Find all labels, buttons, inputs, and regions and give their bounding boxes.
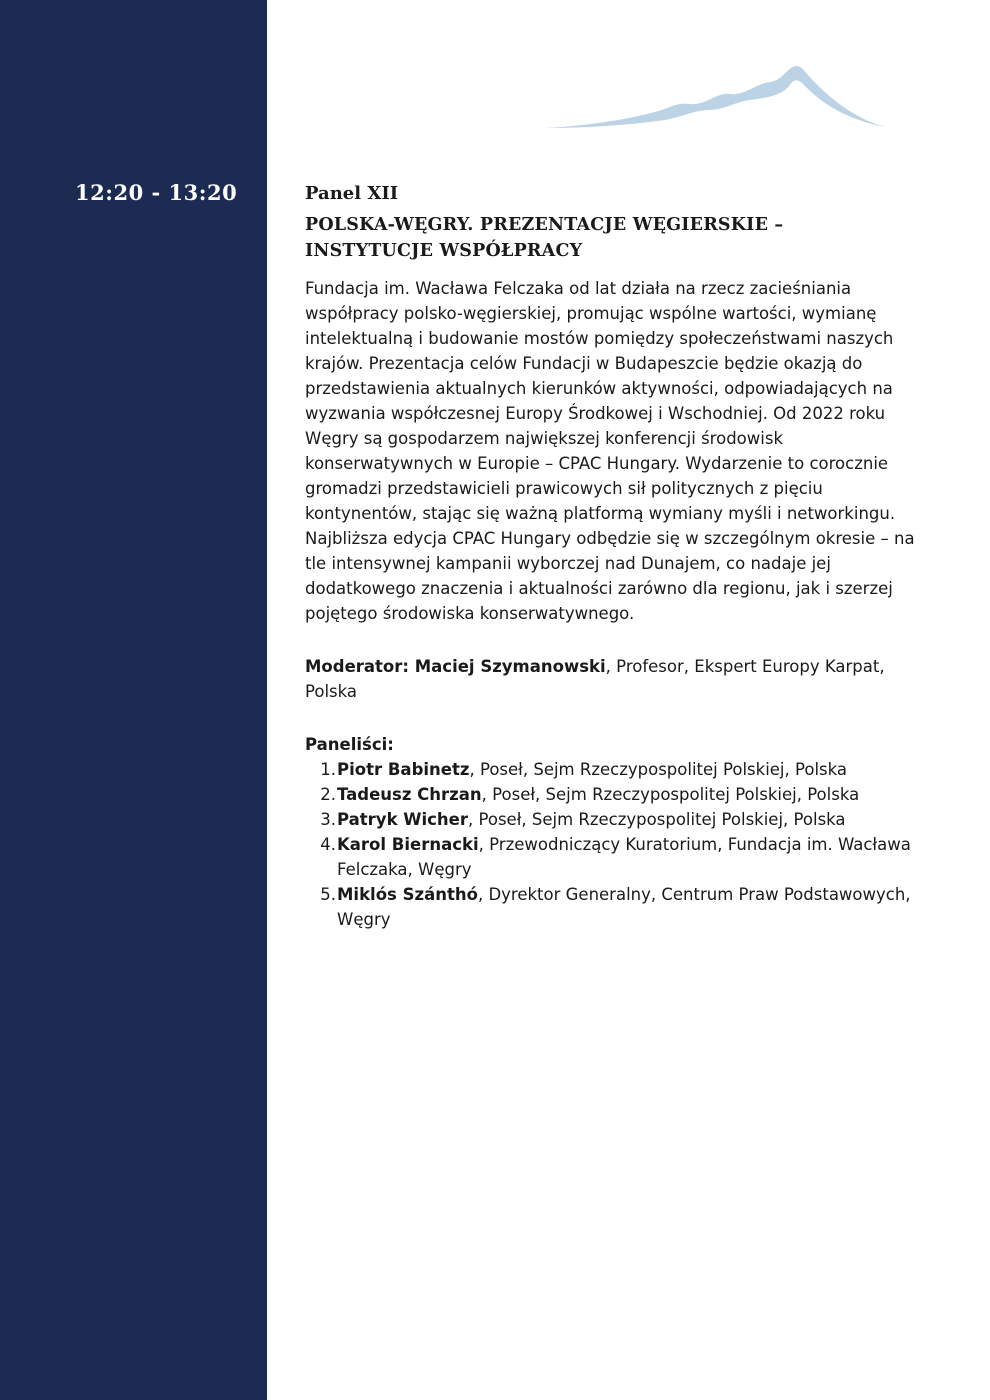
- panelists-heading: Paneliści:: [305, 735, 394, 754]
- list-number: 1.: [320, 760, 336, 779]
- panelist-details: , Przewodniczący Kuratorium, Fundacja im. Wacława Felczaka, Węgry: [337, 835, 911, 879]
- list-item: [305, 882, 930, 932]
- list-number: 2.: [320, 785, 336, 804]
- panelists-list: [305, 757, 930, 932]
- panelist-name: Karol Biernacki: [337, 835, 479, 854]
- list-number: 5.: [320, 885, 336, 904]
- moderator-details: , Profesor, Ekspert Europy Karpat, Polska: [305, 657, 885, 701]
- panelist-name: Patryk Wicher: [337, 810, 468, 829]
- panel-number: Panel XII: [305, 183, 399, 204]
- panelist-name: Tadeusz Chrzan: [337, 785, 482, 804]
- moderator-label: Moderator: Maciej Szymanowski: [305, 657, 606, 676]
- list-number: 3.: [320, 810, 336, 829]
- list-item: [305, 832, 930, 882]
- panel-description: Fundacja im. Wacława Felczaka od lat działa na rzecz zacieśniania współpracy polsko-węgierskiej, promując wspólne wartości, wymianę intelektualną i budowanie mostów pomiędzy społeczeństwami naszych krajów. Prezentacja celów Fundacji w Budapeszcie będzie okazją do przedstawienia aktualnych kierunków aktywności, odpowiadających na wyzwania współczesnej Europy Środkowej i Wschodniej. Od 2022 roku Węgry są gospodarzem największej konferencji środowisk konserwatywnych w Europie – CPAC Hungary. Wydarzenie to corocznie gromadzi przedstawicieli prawicowych sił politycznych z pięciu kontynentów, stając się ważną platformą wymiany myśli i networkingu. Najbliższa edycja CPAC Hungary odbędzie się w szczególnym okresie – na tle intensywnej kampanii wyborczej nad Dunajem, co nadaje jej dodatkowego znaczenia i aktualności zarówno dla regionu, jak i szerzej pojętego środowiska konserwatywnego.: [305, 279, 915, 623]
- list-item: [305, 757, 930, 782]
- panelist-name: Piotr Babinetz: [337, 760, 470, 779]
- panelist-details: , Poseł, Sejm Rzeczypospolitej Polskiej, Polska: [481, 785, 860, 804]
- list-number: 4.: [320, 835, 336, 854]
- panelist-details: , Dyrektor Generalny, Centrum Praw Podstawowych, Węgry: [337, 885, 911, 929]
- panel-title-line-1: POLSKA-WĘGRY. PREZENTACJE WĘGIERSKIE –: [305, 215, 784, 235]
- list-item: [305, 782, 930, 807]
- panelist-details: , Poseł, Sejm Rzeczypospolitej Polskiej, Polska: [469, 760, 848, 779]
- mountain-decoration-icon: [545, 62, 890, 132]
- panel-content: [305, 183, 930, 932]
- sidebar-panel: [0, 0, 267, 1400]
- panel-title: [305, 212, 930, 264]
- panel-title-line-2: INSTYTUCJE WSPÓŁPRACY: [305, 241, 583, 261]
- panelist-name: Miklós Szánthó: [337, 885, 478, 904]
- moderator-line: [305, 654, 930, 704]
- list-item: [305, 807, 930, 832]
- panelist-details: , Poseł, Sejm Rzeczypospolitej Polskiej, Polska: [468, 810, 846, 829]
- session-time: 12:20 - 13:20: [75, 180, 238, 205]
